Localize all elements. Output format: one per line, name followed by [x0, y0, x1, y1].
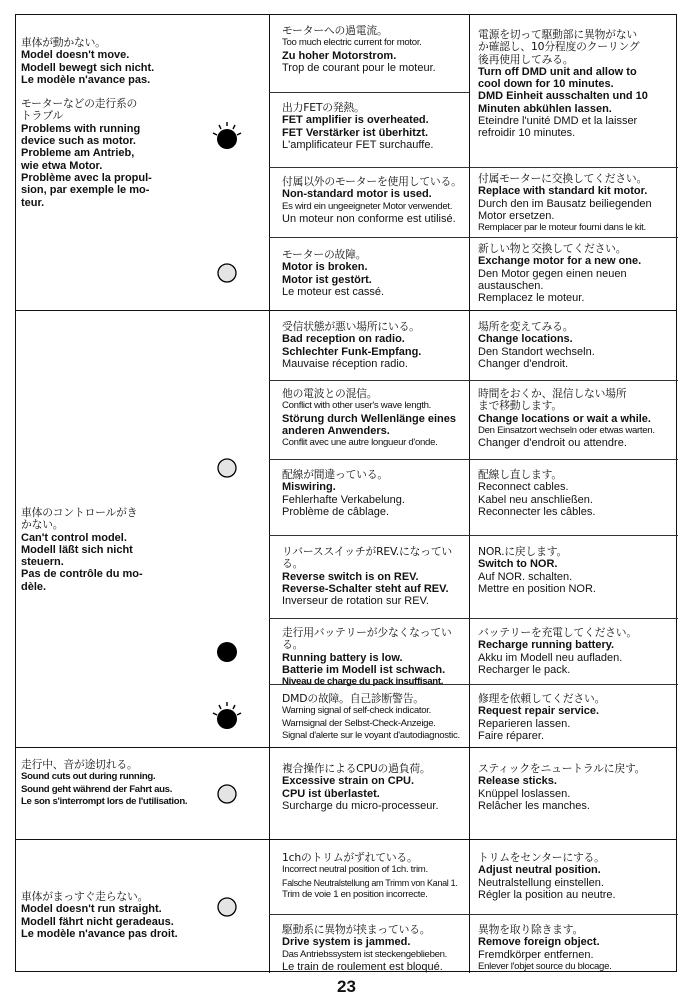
cause-de: anderen Anwenders. [282, 424, 390, 437]
cause-fr: Problème de câblage. [282, 505, 390, 518]
cause-jp: 配線が間違っている。 [282, 468, 388, 481]
cause-fr: Trim de voie 1 en position incorrecte. [282, 888, 428, 900]
led-off-icon [216, 896, 238, 918]
remedy-cell [478, 763, 676, 812]
cause-en: Motor is broken. [282, 261, 368, 274]
cause-en: Conflict with other user's wave length. [282, 400, 432, 412]
remedy-en: Reconnect cables. [478, 481, 569, 494]
cause-fr: Niveau de charge du pack insuffisant. [282, 676, 444, 688]
cause-cell [282, 249, 468, 298]
symptom-line: 車体のコントロールがき [21, 506, 138, 519]
remedy-de: Reparieren lassen. [478, 717, 571, 730]
symptom-line: dèle. [21, 580, 47, 593]
cause-fr: Signal d'alerte sur le voyant d'autodiagnostic. [282, 729, 460, 741]
cause-en: Too much electric current for motor. [282, 37, 422, 49]
cause-en: Miswiring. [282, 481, 336, 494]
cause-jp: DMDの故障。自己診断警告。 [282, 692, 424, 705]
remedy-de: Durch den im Bausatz beiliegenden [478, 197, 652, 210]
remedy-jp: トリムをセンターにする。 [478, 851, 605, 864]
remedy-fr: Remplacer par le moteur fourni dans le kit. [478, 222, 646, 234]
symptom-line: Le modèle n'avance pas droit. [21, 927, 178, 940]
cause-cell [282, 102, 468, 151]
cause-de: FET Verstärker ist überhitzt. [282, 126, 429, 139]
remedy-fr: Changer d'endroit. [478, 357, 569, 370]
remedy-en: Replace with standard kit motor. [478, 185, 648, 198]
remedy-en: Request repair service. [478, 705, 600, 718]
remedy-de: Auf NOR. schalten. [478, 570, 573, 583]
remedy-jp: 異物を取り除きます。 [478, 923, 584, 936]
led-off-icon [216, 783, 238, 805]
remedy-en: Exchange motor for a new one. [478, 255, 642, 268]
symptom-line: トラブル [21, 109, 63, 123]
cause-cell [282, 25, 468, 74]
remedy-fr: Changer d'endroit ou attendre. [478, 437, 627, 450]
cause-jp: リバーススイッチがREV.になっている。 [282, 545, 453, 571]
remedy-fr: Remplacez le moteur. [478, 292, 585, 305]
remedy-jp: 付属モーターに交換してください。 [478, 172, 648, 185]
cause-fr: Mauvaise réception radio. [282, 357, 408, 370]
cause-cell [282, 176, 468, 225]
cause-de: Reverse-Schalter steht auf REV. [282, 582, 449, 595]
cause-cell [282, 763, 468, 812]
symptom-line: Problème avec la propul- [21, 171, 152, 184]
remedy-de: Fremdkörper entfernen. [478, 948, 594, 961]
cause-de: Warnsignal der Selbst-Check-Anzeige. [282, 717, 436, 729]
remedy-fr: Enlever l'objet source du blocage. [478, 960, 612, 972]
remedy-jp: 修理を依頼してください。 [478, 692, 606, 705]
cause-fr: Trop de courant pour le moteur. [282, 61, 436, 74]
troubleshooting-table [15, 14, 677, 972]
cause-jp: 付属以外のモーターを使用している。 [282, 175, 462, 188]
trouble-group-sound-cuts [16, 748, 676, 840]
symptom-line: Le modèle n'avance pas. [21, 73, 151, 86]
cause-de: Störung durch Wellenlänge eines [282, 412, 456, 425]
cause-en: Bad reception on radio. [282, 333, 405, 346]
remedy-cell [478, 627, 676, 676]
symptom-line: かない。 [21, 518, 64, 532]
symptom-line: モーターなどの走行系の [21, 97, 138, 111]
cause-jp: 走行用バッテリーが少なくなっている。 [282, 626, 452, 652]
cause-de: Das Antriebssystem ist steckengeblieben. [282, 948, 448, 960]
cause-jp: 出力FETの発熱。 [282, 101, 365, 114]
led-blinking-icon [209, 699, 245, 733]
cause-fr: Un moteur non conforme est utilisé. [282, 212, 456, 225]
page-number: 23 [337, 977, 356, 996]
remedy-de: Neutralstellung einstellen. [478, 876, 604, 889]
trouble-group-not-straight [16, 840, 676, 973]
cause-fr: L'amplificateur FET surchauffe. [282, 138, 434, 151]
cause-de: Batterie im Modell ist schwach. [282, 663, 446, 676]
cause-cell [282, 321, 468, 370]
remedy-cell [478, 693, 676, 742]
cause-de: CPU ist überlastet. [282, 787, 380, 800]
symptom-line: steuern. [21, 556, 64, 569]
remedy-jp: か確認し、10分程度のクーリング [478, 40, 640, 54]
remedy-jp: バッテリーを充電してください。 [478, 626, 637, 639]
remedy-fr: Relâcher les manches. [478, 799, 590, 812]
led-off-icon [216, 457, 238, 479]
remedy-fr: Régler la position au neutre. [478, 888, 616, 901]
remedy-jp: 配線し直します。 [478, 468, 562, 481]
symptom-text [21, 507, 184, 593]
cause-cell [282, 388, 468, 449]
remedy-fr: refroidir 10 minutes. [478, 127, 576, 140]
remedy-cell [478, 388, 676, 449]
symptom-text [21, 891, 199, 940]
cause-en: Reverse switch is on REV. [282, 570, 419, 583]
cause-de: Motor ist gestört. [282, 273, 372, 286]
led-off-icon [216, 262, 238, 284]
cause-de: Fehlerhafte Verkabelung. [282, 493, 405, 506]
led-blinking-icon [209, 119, 245, 153]
remedy-en: Change locations. [478, 333, 573, 346]
remedy-de: Minuten abkühlen lassen. [478, 102, 612, 115]
symptom-line: sion, par exemple le mo- [21, 184, 150, 197]
cause-fr: Le train de roulement est bloqué. [282, 960, 443, 973]
remedy-cell [478, 321, 676, 370]
remedy-fr: Reconnecter les câbles. [478, 505, 596, 518]
remedy-cell [478, 852, 676, 901]
symptom-line: Modell fährt nicht geradeaus. [21, 915, 174, 928]
remedy-de: DMD Einheit ausschalten und 10 [478, 90, 648, 103]
remedy-en: Change locations or wait a while. [478, 412, 651, 425]
symptom-line: Probleme am Antrieb, [21, 147, 135, 160]
remedy-de: austauschen. [478, 279, 544, 292]
remedy-jp: 場所を変えてみる。 [478, 320, 574, 333]
remedy-de: Den Motor gegen einen neuen [478, 267, 627, 280]
remedy-en: Adjust neutral position. [478, 864, 601, 877]
remedy-jp: スティックをニュートラルに戻す。 [478, 762, 646, 775]
symptom-text [21, 759, 199, 808]
remedy-cell [478, 243, 676, 304]
symptom-line: wie etwa Motor. [21, 159, 103, 172]
symptom-line: Sound geht während der Fahrt aus. [21, 783, 173, 795]
cause-fr: Conflit avec une autre longueur d'onde. [282, 437, 438, 449]
cause-cell [282, 924, 468, 973]
trouble-group-no-move [16, 15, 676, 311]
remedy-en: Release sticks. [478, 775, 557, 788]
remedy-fr: Mettre en position NOR. [478, 582, 596, 595]
remedy-en: Recharge running battery. [478, 639, 615, 652]
cause-jp: モーターへの過電流。 [282, 24, 388, 37]
trouble-group-no-control [16, 311, 676, 748]
remedy-cell [478, 173, 676, 234]
cause-de: Zu hoher Motorstrom. [282, 49, 397, 62]
led-on-icon [216, 641, 238, 663]
symptom-line: Model doesn't move. [21, 49, 130, 62]
remedy-jp: 電源を切って駆動部に異物がない [478, 28, 637, 41]
cause-fr: Inverseur de rotation sur REV. [282, 595, 429, 608]
cause-jp: モーターの故障。 [282, 248, 367, 261]
symptom-line: device such as motor. [21, 135, 136, 148]
remedy-de: Knüppel loslassen. [478, 787, 571, 800]
symptom-line: Sound cuts out during running. [21, 771, 156, 783]
symptom-line: Can't control model. [21, 531, 127, 544]
cause-de: Schlechter Funk-Empfang. [282, 345, 422, 358]
remedy-de: Den Standort wechseln. [478, 345, 595, 358]
remedy-de: Den Einsatzort wechseln oder etwas warten. [478, 424, 655, 436]
remedy-fr: Eteindre l'unité DMD et la laisser [478, 115, 638, 128]
cause-fr: Surcharge du micro-processeur. [282, 799, 439, 812]
remedy-fr: Faire réparer. [478, 729, 545, 742]
cause-cell [282, 469, 468, 518]
remedy-en: Switch to NOR. [478, 558, 558, 571]
cause-jp: 駆動系に異物が挟まっている。 [282, 923, 431, 936]
cause-en: Incorrect neutral position of 1ch. trim. [282, 864, 428, 876]
remedy-cell [478, 924, 676, 973]
cause-en: Non-standard motor is used. [282, 188, 432, 201]
symptom-line: Le son s'interrompt lors de l'utilisation. [21, 795, 188, 807]
symptom-line: 車体がまっすぐ走らない。 [21, 890, 149, 903]
remedy-en: Remove foreign object. [478, 936, 600, 949]
cause-cell [282, 627, 468, 688]
symptom-line: teur. [21, 196, 45, 209]
remedy-fr: Recharger le pack. [478, 663, 571, 676]
cause-cell [282, 546, 468, 607]
remedy-jp: NOR.に戻します。 [478, 545, 568, 558]
cause-cell [282, 852, 468, 901]
symptom-line: 車体が動かない。 [21, 36, 106, 49]
symptom-line: Model doesn't run straight. [21, 903, 162, 916]
remedy-jp: 後再使用してみる。 [478, 52, 574, 66]
cause-en: Warning signal of self-check indicator. [282, 705, 431, 717]
remedy-jp: まで移動します。 [478, 399, 562, 413]
cause-de: Falsche Neutralstellung am Trimm von Kanal 1. [282, 877, 458, 888]
cause-en: Drive system is jammed. [282, 936, 411, 949]
cause-jp: 1chのトリムがずれている。 [282, 851, 418, 864]
symptom-line: Problems with running [21, 122, 141, 135]
cause-cell [282, 693, 468, 742]
cause-jp: 他の電波との混信。 [282, 387, 378, 400]
remedy-jp: 新しい物と交換してください。 [478, 242, 627, 255]
remedy-jp: 時間をおくか、混信しない場所 [478, 387, 627, 400]
cause-jp: 受信状態が悪い場所にいる。 [282, 320, 420, 333]
cause-en: FET amplifier is overheated. [282, 114, 429, 127]
symptom-line: Modell läßt sich nicht [21, 543, 133, 556]
symptom-line: 走行中、音が途切れる。 [21, 758, 138, 771]
symptom-text [21, 37, 184, 209]
remedy-cell [478, 546, 676, 595]
symptom-line: Pas de contrôle du mo- [21, 568, 143, 581]
cause-de: Es wird ein ungeeigneter Motor verwendet. [282, 200, 453, 212]
cause-fr: Le moteur est cassé. [282, 285, 385, 298]
remedy-de: Kabel neu anschließen. [478, 493, 593, 506]
cause-en: Excessive strain on CPU. [282, 775, 415, 788]
cause-en: Running battery is low. [282, 651, 403, 664]
remedy-en: cool down for 10 minutes. [478, 78, 614, 91]
remedy-cell [478, 469, 676, 518]
cause-jp: 複合操作によるCPUの過負荷。 [282, 762, 431, 775]
remedy-de: Akku im Modell neu aufladen. [478, 651, 623, 664]
symptom-line: Modell bewegt sich nicht. [21, 61, 155, 74]
remedy-cell [478, 29, 676, 140]
remedy-en: Turn off DMD unit and allow to [478, 65, 637, 78]
remedy-de: Motor ersetzen. [478, 209, 555, 222]
